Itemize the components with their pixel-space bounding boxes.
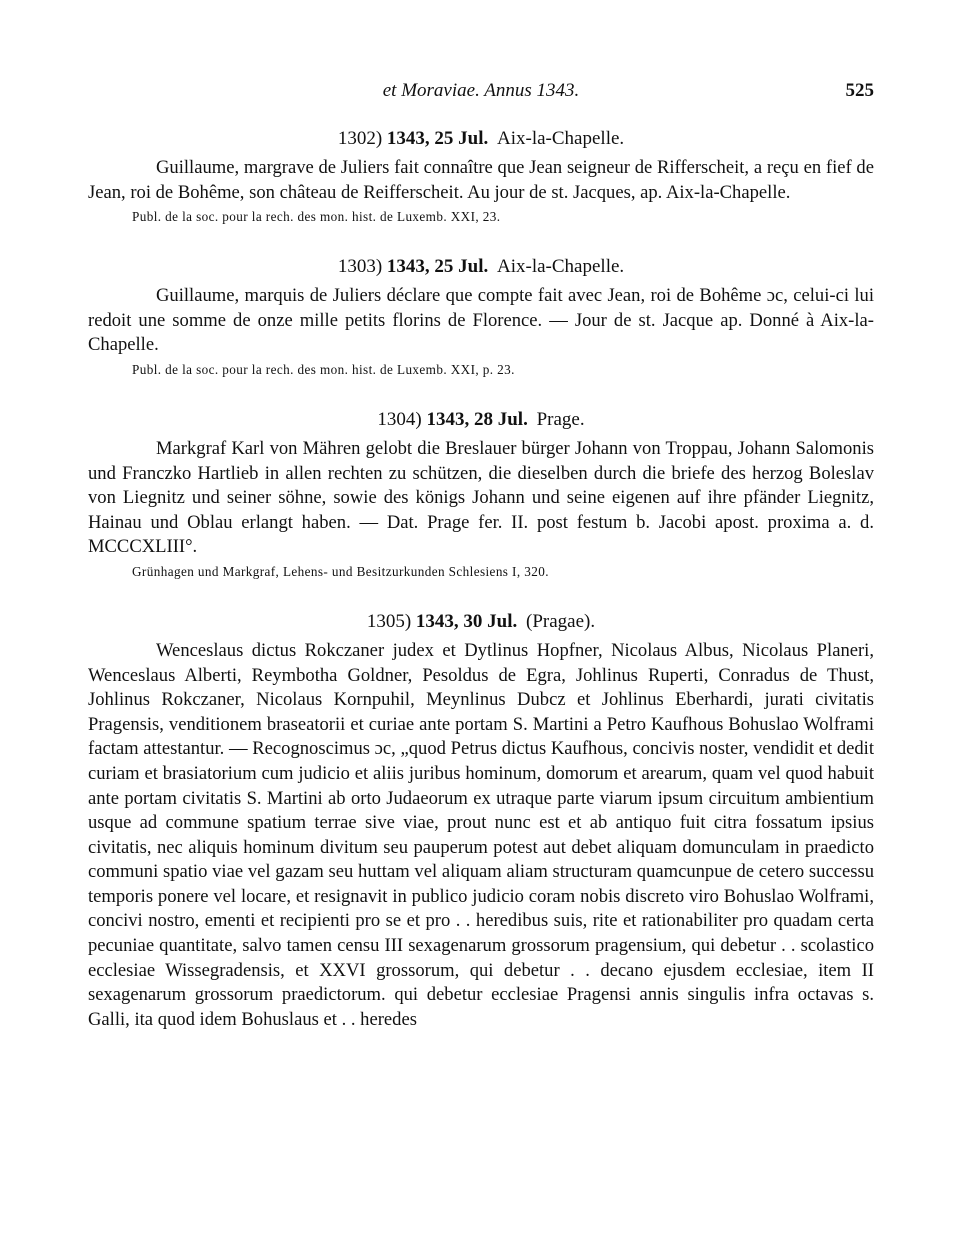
entry-number: 1304) — [377, 408, 422, 430]
entry-source: Publ. de la soc. pour la rech. des mon. hist. de Luxemb. XXI, p. 23. — [132, 361, 515, 377]
entry-text: Wenceslaus dictus Rokczaner judex et Dytlinus Hopfner, Nicolaus Albus, Nicolaus Planeri, Wenceslaus Alberti, Reymbotha Goldner, Pesoldus de Egra, Johlinus Ruperti, Conradus de Thust, Johlinus Rokczaner, Nicolaus Kornpuhil, Meynlinus Dubcz et Johlinus Eberhardi, jurati civitatis Pragensis, venditionem braseatorii et curiae ante portam S. Martini a Petro Kaufhous Bohuslao Wolframi factam attestantur. — Recognoscimus ɔc, „quod Petrus dictus Kaufhous, concivis noster, vendidit et dedit curiam et brasiatorium cum judicio et aliis juribus hominum, domorum et arearum, quam vel quod habuit ante portam civitatis S. Martini ab orto Judaeorum ex utraque parte viarum ipsum circuitum ambientium usque ad commune spatium terrae sive viae, prout nunc est et ab antiquo fuit citra fossatum ipsius civitatis, nec aliquis hominum divitum seu pauperum potest aut debet aliquam domunculam in praedicto communi spatio viae vel gazam seu huttam vel aliquam aliam structuram quamcunpue de cetero successu temporis ponere vel locare, et resignavit in publico judicio coram nobis discreto viro Bohuslao Wolframi, concivi nostro, ementi et recipienti pro se et pro . . heredibus suis, rite et rationabiliter pro quadam certa pecuniae quantitate, salvo tamen censu III sexagenarum grossorum pragensium, qui debetur . . scolastico ecclesiae Wissegradensis, et XXVI grossorum, qui debetur . . decano ejusdem ecclesiae, item II sexagenarum grossorum praedictorum. qui debetur ecclesiae Pragensi annis singulis infra octavas s. Galli, ita quod idem Bohuslaus et . . heredes — [88, 639, 874, 1030]
entry-date: 1343, 28 Jul. — [426, 408, 528, 430]
document-entry — [88, 128, 874, 226]
entry-source: Publ. de la soc. pour la rech. des mon. hist. de Luxemb. XXI, 23. — [132, 209, 501, 225]
page-number: 525 — [845, 80, 874, 101]
entry-text: Guillaume, marquis de Juliers déclare que compte fait avec Jean, roi de Bohême ɔc, celui-ci lui redoit une somme de onze mille petits florins de Florence. — Jour de st. Jacque ap. Donné à Aix-la-Chapelle. — [88, 285, 874, 356]
document-entry — [88, 611, 874, 1033]
entry-source: Grünhagen und Markgraf, Lehens- und Besitzurkunden Schlesiens I, 320. — [132, 563, 549, 579]
entry-heading — [88, 256, 874, 278]
entry-body — [88, 156, 874, 205]
entry-date: 1343, 30 Jul. — [415, 610, 518, 632]
entry-text: Markgraf Karl von Mähren gelobt die Breslauer bürger Johann von Troppau, Johann Salomonis und Franczko Hartlieb in allen rechten zu schützen, die dieselben durch die briefe des herzog Boleslav von Liegnitz und seiner söhne, sowie des königs Johann und seine eigenen auf ihre pfänder Liegnitz, Hainau und Oblau erlangt haben. — Dat. Prage fer. II. post festum b. Jacobi apost. proxima a. d. MCCCXLIII°. — [88, 437, 874, 558]
entry-date: 1343, 25 Jul. — [386, 128, 489, 149]
entry-place: Prage. — [536, 408, 585, 430]
entry-number: 1302) — [337, 128, 383, 149]
entry-heading — [88, 611, 874, 633]
document-entry — [88, 409, 874, 581]
entry-heading — [88, 409, 874, 431]
entry-body — [88, 639, 874, 1033]
entry-body — [88, 284, 874, 358]
entry-date: 1343, 25 Jul. — [386, 256, 489, 278]
entry-place: (Pragae). — [526, 610, 596, 632]
entry-place: Aix-la-Chapelle. — [497, 128, 625, 149]
entry-text: Guillaume, margrave de Juliers fait connaître que Jean seigneur de Rifferscheit, a reçu en fief de Jean, roi de Bohême, son château de Reifferscheit. Au jour de st. Jacques, ap. Aix-la-Chapelle. — [88, 157, 874, 203]
entry-body — [88, 437, 874, 560]
document-entry — [88, 256, 874, 379]
running-title: et Moraviae. Annus 1343. — [382, 80, 580, 101]
entry-place: Aix-la-Chapelle. — [497, 256, 625, 278]
entry-heading — [88, 128, 874, 150]
running-header — [88, 80, 874, 110]
entry-number: 1305) — [366, 610, 412, 632]
document-page — [88, 80, 874, 1032]
entry-number: 1303) — [337, 256, 383, 278]
